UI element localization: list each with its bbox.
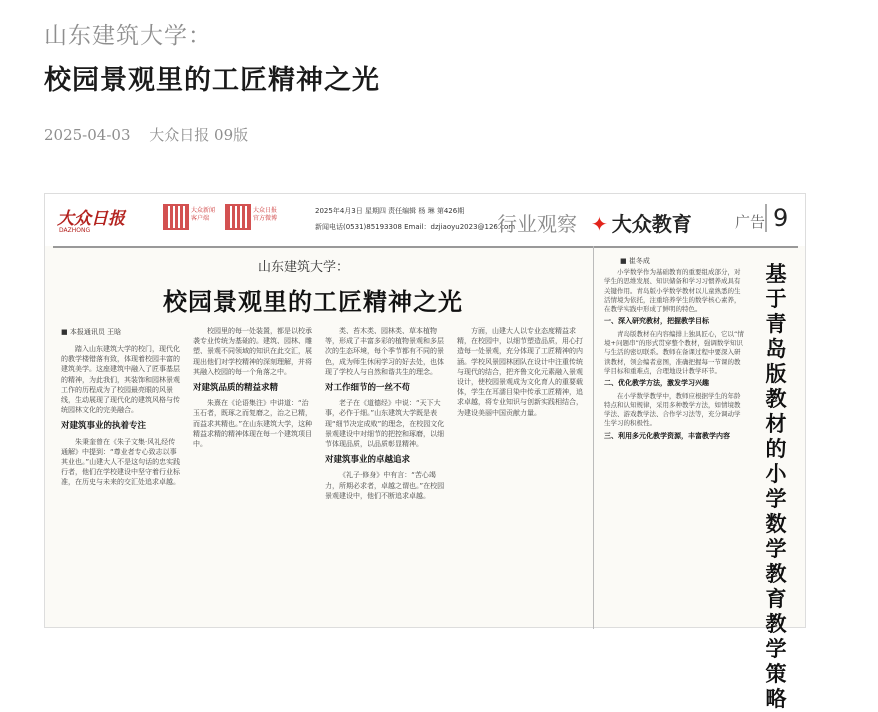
article-column: [61, 344, 181, 488]
qr-code-icon: [225, 204, 251, 230]
qr-label: 大众新闻客户端: [191, 207, 216, 222]
ad-tag: 广告: [735, 213, 766, 231]
article-meta: [44, 124, 262, 145]
byline: ■ 本报通讯员 王晗: [61, 328, 122, 336]
brand-logo: [591, 208, 692, 237]
paragraph: 校园里的每一处装置，都是以校承袭专业传统为基础的。建筑、园林、雕塑、景观不同领域的知识在此交汇，展现出他们对学校精神的深刻理解，并将其融入校园的每一个角落之中。: [193, 327, 312, 376]
newspaper-logo-sub: DAZHONG: [59, 227, 91, 234]
right-article: [593, 246, 803, 711]
paragraph: 朱秉奎曾在《朱子文集·风礼经传通解》中提到：“尊业者专心致志以事其业也。”山建大人不是这句话的忠实践行者，他们在学校建设中坚守着行业标准，在历史与未来的交汇处追求卓越。: [61, 437, 181, 487]
newspaper-logo: 大众日报: [57, 209, 125, 229]
newspaper-page-image[interactable]: [44, 193, 806, 711]
brand-name: 大众教育: [611, 212, 692, 236]
section-heading: 对建筑事业的卓越追求: [325, 455, 411, 466]
paragraph: 《礼子·修身》中有言：“苦心竭力，所期必求者，卓越之谓也。”在校园景观建设中，他们不断追求卓越。: [325, 471, 445, 500]
right-article-body: [604, 268, 744, 628]
paragraph: 踏入山东建筑大学的校门，现代化的教学楼错落有致，体现着校园丰富的建筑美学。这座建筑中融入了匠事基层的精神，为此我们，其装饰和园林景观工作的历程成为了校园最亮眼的风景线，生动展现了现代化的建筑风格与传统园林文化的完美融合。: [61, 345, 180, 415]
section-label: 行业观察: [497, 212, 577, 236]
page-number: 9: [765, 204, 788, 232]
qr-code-icon: [163, 204, 189, 230]
paragraph: 朱熹在《论语集注》中讲道：“治玉石者，既琢之而复磨之，治之已精，而益求其精也。”在山东建筑大学，这种精益求精的精神体现在每一个建筑项目中。: [193, 399, 313, 449]
article-column: [193, 326, 313, 449]
publication-source: 大众日报 09版: [149, 126, 249, 144]
section-heading: 一、深入研究教材，把握教学目标: [604, 317, 709, 326]
brand-mark-icon: ✦: [591, 212, 608, 236]
article-title: 校园景观里的工匠精神之光: [44, 65, 380, 96]
masthead: [45, 194, 805, 246]
paper-article-subtitle: 山东建筑大学：: [258, 260, 350, 275]
contact-info: 新闻电话(0531)85193308 Email：dzjiaoyu2023@126.com: [315, 223, 516, 231]
article-column: [325, 326, 445, 501]
paragraph: 方面，山建大人以专业态度精益求精，在校园中，以细节塑造品质，用心打造每一处景观，充分体现了工匠精神的内涵。学校风景园林团队在设计中注重传统与现代的结合，把齐鲁文化元素融入景观设计，使校园景观成为文化育人的重要载体，学生在耳濡目染中传承工匠精神，追求卓越，将专业知识与创新实践相结合，为建设美丽中国贡献力量。: [457, 327, 583, 417]
section-heading: 对建筑事业的执着专注: [61, 421, 147, 432]
paragraph: 在小学数学教学中，教师应根据学生的年龄特点和认知规律，采用多种教学方法，如情境教学法、游戏教学法、合作学习法等，充分调动学生学习的积极性。: [604, 391, 741, 428]
paragraph: 类、苔木类、园林类、草本植物等，形成了丰富多彩的植物景观和多层次的生态环境，每个季节都有不同的景色，成为师生休闲学习的好去处，也体现了学校人与自然和谐共生的理念。: [325, 327, 444, 376]
section-heading: 对建筑品质的精益求精: [193, 383, 279, 394]
publication-info: 2025年4月3日 星期四 责任编辑 杨 琳 第426期: [315, 207, 465, 215]
publish-date: 2025-04-03: [44, 126, 131, 144]
qr-label: 大众日报官方微博: [253, 207, 278, 222]
right-byline: ■ 崔冬成: [620, 257, 650, 265]
section-heading: 对工作细节的一丝不苟: [325, 383, 411, 394]
article-subtitle: 山东建筑大学：: [44, 23, 212, 49]
right-article-title: 基于青岛版教材的小学数学教育教学策略: [765, 262, 787, 711]
section-heading: 二、优化教学方法，激发学习兴趣: [604, 379, 709, 388]
paragraph: 青岛版教材在内容编排上独具匠心，它以“情境+问题串”的形式贯穿整个教材，强调数学知识与生活的密切联系。教师在备课过程中要深入研读教材，领会编者意图，准确把握每一节课的教学目标和重难点，合理地设计教学环节。: [604, 329, 744, 375]
section-heading: 三、利用多元化教学资源，丰富教学内容: [604, 431, 730, 440]
paper-article-title: 校园景观里的工匠精神之光: [163, 288, 463, 316]
paragraph: 小学数学作为基础教育的重要组成部分，对学生的思维发展、知识储备和学习习惯养成具有关键作用。青岛版小学数学教材以儿童熟悉的生活情境为依托，注重培养学生的数学核心素养，在教学实践中形成了鲜明的特色。: [604, 268, 741, 314]
article-column: [457, 326, 585, 418]
paragraph: 老子在《道德经》中说：“天下大事，必作于细。”山东建筑大学既是表现“细节决定成败”的理念，在校园文化景观建设中对细节的把控和琢磨，以细节体现品质，以品质彰显精神。: [325, 399, 445, 449]
